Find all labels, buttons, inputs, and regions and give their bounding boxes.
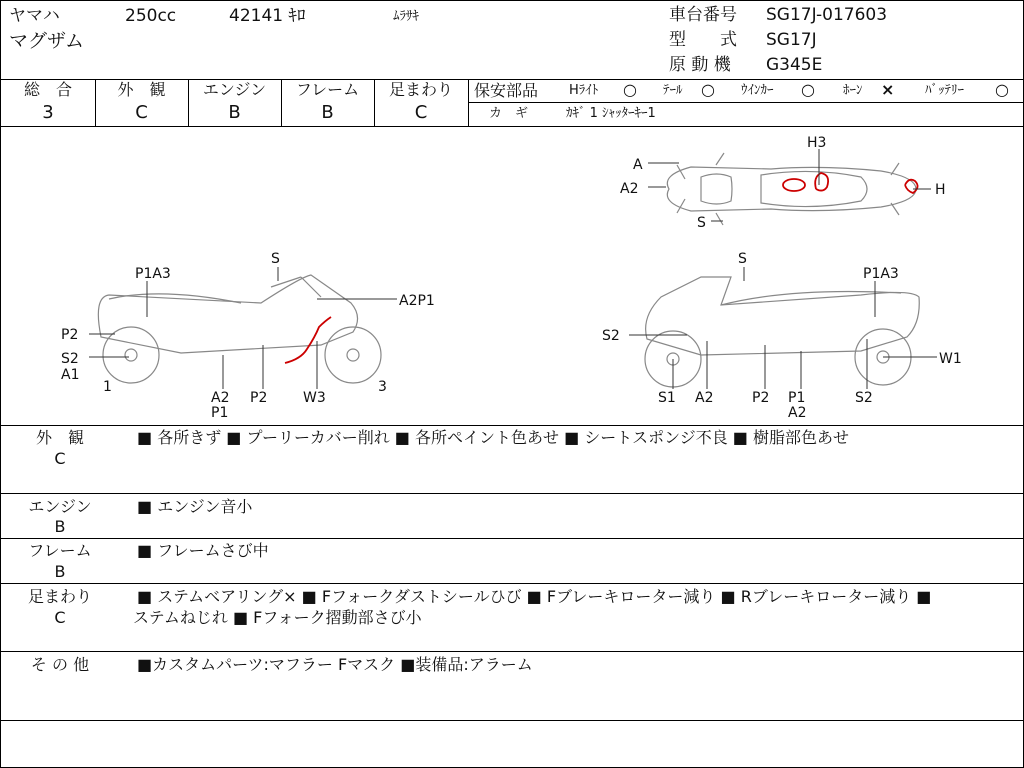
detail-engine-grade: B xyxy=(54,517,66,536)
detail-exterior-text: ■ 各所きず ■ プーリーカバー削れ ■ 各所ペイント色あせ ■ シートスポンジ不良 ■ 樹脂部色あせ xyxy=(137,428,850,447)
detail-other-label: そ の 他 xyxy=(30,655,90,674)
exterior-grade: C xyxy=(135,102,148,123)
body-color: ﾑﾗｻｷ xyxy=(393,9,419,24)
top-label-h: H xyxy=(935,182,946,198)
tail-status: ○ xyxy=(701,80,715,99)
left-label-p1a3: P1A3 xyxy=(135,266,171,282)
left-side-leaders xyxy=(89,267,397,389)
suspension-grade: C xyxy=(414,102,428,123)
detail-suspension-label: 足まわり xyxy=(27,587,92,606)
engine-model-label: 原 動 機 xyxy=(669,55,731,75)
frame-label: フレーム xyxy=(295,80,360,99)
headlight-status: ○ xyxy=(623,80,637,99)
left-label-w3: W3 xyxy=(303,390,326,406)
frame-grade: B xyxy=(321,102,334,123)
chassis-number: SG17J-017603 xyxy=(766,5,888,25)
engine-model-value: G345E xyxy=(766,55,823,75)
type-value: SG17J xyxy=(766,30,817,50)
right-label-a2: A2 xyxy=(695,390,714,406)
engine-label: エンジン xyxy=(202,80,267,99)
left-label-a1: A1 xyxy=(61,367,80,383)
left-label-a2p1: A2P1 xyxy=(399,293,435,309)
exterior-label: 外 観 xyxy=(117,80,166,99)
detail-engine-text: ■ エンジン音小 xyxy=(137,497,253,516)
right-label-s2: S2 xyxy=(602,328,620,344)
mileage: 42141 ｷﾛ xyxy=(229,6,306,26)
tail-label: ﾃｰﾙ xyxy=(663,83,683,98)
detail-suspension-grade: C xyxy=(54,608,66,627)
left-label-s: S xyxy=(271,251,280,267)
top-label-a2: A2 xyxy=(620,181,639,197)
left-label-s2: S2 xyxy=(61,351,79,367)
headlight-label: Hﾗｲﾄ xyxy=(569,83,599,98)
key-value: ｶｷﾞ 1 ｼｬｯﾀｰｷｰ1 xyxy=(566,106,656,121)
model-name: マグザム xyxy=(9,30,85,52)
left-label-1: 1 xyxy=(103,379,112,395)
horn-label: ﾎｰﾝ xyxy=(843,83,863,98)
detail-frame-label: フレーム xyxy=(28,541,92,560)
type-label: 型 式 xyxy=(669,30,737,50)
left-label-a2: A2 xyxy=(211,390,230,406)
left-label-3: 3 xyxy=(378,379,387,395)
detail-frame-text: ■ フレームさび中 xyxy=(137,541,269,560)
battery-status: ○ xyxy=(995,80,1009,99)
detail-exterior-label: 外 観 xyxy=(35,428,84,447)
damage-diagram xyxy=(1,127,1023,424)
engine-grade: B xyxy=(228,102,241,123)
detail-engine-label: エンジン xyxy=(28,497,92,516)
key-label: カ ギ xyxy=(489,106,529,121)
detail-frame-grade: B xyxy=(54,562,66,581)
left-side-damage-marks xyxy=(285,317,331,363)
right-label-p2: P2 xyxy=(752,390,770,406)
winker-status: ○ xyxy=(801,80,815,99)
right-label-w1: W1 xyxy=(939,351,962,367)
detail-other-text: ■カスタムパーツ:マフラー Fマスク ■装備品:アラーム xyxy=(137,655,533,674)
detail-suspension-text-2: ステムねじれ ■ Fフォーク摺動部さび小 xyxy=(133,608,422,627)
chassis-label: 車台番号 xyxy=(669,5,737,25)
detail-exterior-grade: C xyxy=(54,449,66,468)
right-label-s1: S1 xyxy=(658,390,676,406)
top-label-s: S xyxy=(697,215,706,231)
battery-label: ﾊﾞｯﾃﾘｰ xyxy=(925,83,964,98)
left-label-p1: P1 xyxy=(211,405,229,421)
overall-label: 総 合 xyxy=(23,80,72,99)
suspension-label: 足まわり xyxy=(388,80,453,99)
maker: ヤマハ xyxy=(9,6,60,26)
left-label-p2: P2 xyxy=(61,327,79,343)
detail-suspension-text-1: ■ ステムベアリング× ■ Fフォークダストシールひび ■ Fブレーキローター減り ■ Rブレーキローター減り ■ xyxy=(137,587,932,606)
right-side-scooter xyxy=(645,277,919,387)
displacement: 250cc xyxy=(125,6,177,26)
top-label-h3: H3 xyxy=(807,135,827,151)
top-view-damage-marks xyxy=(783,173,918,193)
right-label-s: S xyxy=(738,251,747,267)
winker-label: ｳｲﾝｶｰ xyxy=(741,83,774,98)
overall-grade: 3 xyxy=(42,102,54,123)
right-side-leaders xyxy=(629,267,937,389)
right-label-s2-bottom: S2 xyxy=(855,390,873,406)
right-label-p1a3: P1A3 xyxy=(863,266,899,282)
horn-status: × xyxy=(881,80,895,99)
top-label-a: A xyxy=(633,157,643,173)
left-side-scooter xyxy=(98,275,381,383)
safety-label: 保安部品 xyxy=(474,81,539,100)
left-label-p2-bottom: P2 xyxy=(250,390,268,406)
right-label-p1: P1 xyxy=(788,390,806,406)
right-label-a2-bottom: A2 xyxy=(788,405,807,421)
